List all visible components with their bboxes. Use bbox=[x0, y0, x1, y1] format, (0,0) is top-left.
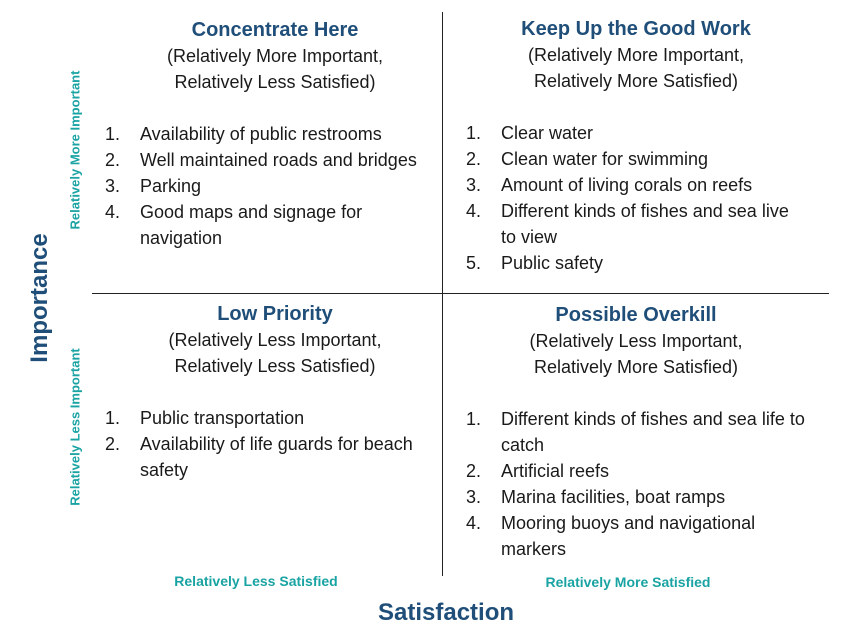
quadrant-title: Low Priority bbox=[217, 303, 333, 325]
quadrant-title: Possible Overkill bbox=[555, 304, 717, 326]
x-axis-title: Satisfaction bbox=[377, 599, 515, 626]
quadrant-subtitle: (Relatively More Important, bbox=[166, 46, 384, 66]
y-bottom-label: Relatively Less Important bbox=[67, 348, 83, 506]
quadrant-title: Keep Up the Good Work bbox=[521, 18, 751, 40]
item-list bbox=[466, 406, 806, 562]
quadrant-subtitle: Relatively Less Satisfied) bbox=[174, 72, 376, 92]
list-item: 2. Availability of life guards for beach safety bbox=[105, 434, 413, 480]
list-item: 4. Good maps and signage for navigation bbox=[105, 202, 363, 248]
list-item: 1. Availability of public restrooms bbox=[105, 124, 382, 144]
x-left-label: Relatively Less Satisfied bbox=[174, 573, 338, 589]
quadrant-subtitle: Relatively Less Satisfied) bbox=[174, 356, 376, 376]
list-item: 3. Parking bbox=[105, 176, 202, 196]
list-item: 2. Clean water for swimming bbox=[466, 149, 709, 169]
list-item: 3. Amount of living corals on reefs bbox=[466, 175, 753, 195]
list-item: 4. Different kinds of fishes and sea live to view bbox=[466, 201, 789, 247]
list-item: 1. Clear water bbox=[466, 123, 594, 143]
list-item: 2. Artificial reefs bbox=[466, 461, 610, 481]
quadrant-bottom-left bbox=[105, 301, 445, 483]
list-item: 1. Different kinds of fishes and sea life to catch bbox=[466, 409, 805, 455]
quadrant-title: Concentrate Here bbox=[191, 19, 359, 41]
item-list bbox=[105, 121, 445, 251]
item-list bbox=[105, 405, 445, 483]
item-list bbox=[466, 120, 806, 276]
list-item: 4. Mooring buoys and navigational markers bbox=[466, 513, 756, 559]
quadrant-subtitle: Relatively More Satisfied) bbox=[533, 357, 739, 377]
list-item: 3. Marina facilities, boat ramps bbox=[466, 487, 726, 507]
quadrant-top-left bbox=[105, 17, 445, 251]
quadrant-bottom-right bbox=[466, 302, 806, 562]
list-item: 5. Public safety bbox=[466, 253, 604, 273]
list-item: 1. Public transportation bbox=[105, 408, 305, 428]
quadrant-subtitle: (Relatively Less Important, bbox=[529, 331, 743, 351]
x-right-label: Relatively More Satisfied bbox=[545, 574, 711, 590]
quadrant-subtitle: Relatively More Satisfied) bbox=[533, 71, 739, 91]
quadrant-subtitle: (Relatively Less Important, bbox=[168, 330, 382, 350]
quadrant-top-right bbox=[466, 16, 806, 276]
y-axis-title: Importance bbox=[26, 233, 53, 363]
horizontal-divider bbox=[92, 293, 829, 294]
list-item: 2. Well maintained roads and bridges bbox=[105, 150, 417, 170]
y-top-label: Relatively More Important bbox=[67, 70, 83, 230]
quadrant-subtitle: (Relatively More Important, bbox=[527, 45, 745, 65]
